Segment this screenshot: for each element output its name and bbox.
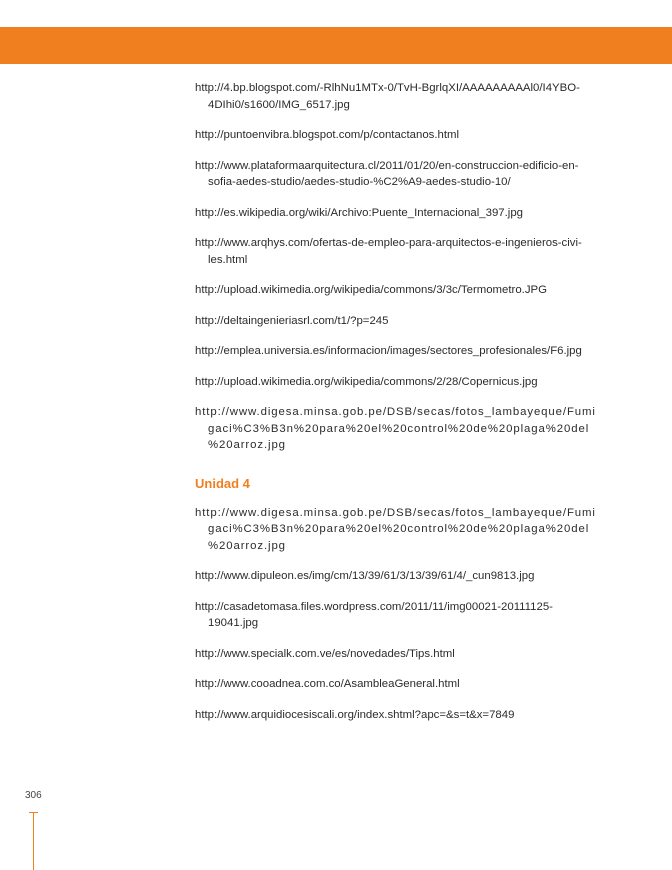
reference-item[interactable]: http://www.arquidiocesiscali.org/index.shtml?apc=&s=t&x=7849 <box>195 708 515 721</box>
reference-item[interactable]: http://www.plataformaarquitectura.cl/2011/01/20/en-construccion-edificio-en-sofia-aedes-studio/aedes-studio-%C2%A9-aedes-studio-10/ <box>195 159 579 188</box>
reference-item[interactable]: http://emplea.universia.es/informacion/images/sectores_profesionales/F6.jpg <box>195 345 582 357</box>
page-marker-line <box>33 812 34 870</box>
reference-item[interactable]: http://www.arqhys.com/ofertas-de-empleo-para-arquitectos-e-ingenieros-civi-les.html <box>195 237 582 266</box>
top-margin <box>0 0 672 26</box>
reference-item[interactable]: http://upload.wikimedia.org/wikipedia/commons/2/28/Copernicus.jpg <box>195 375 538 388</box>
reference-item[interactable]: http://www.cooadnea.com.co/AsambleaGeneral.html <box>195 678 460 690</box>
reference-item[interactable]: http://puntoenvibra.blogspot.com/p/contactanos.html <box>195 129 460 141</box>
reference-item[interactable]: http://deltaingenieriasrl.com/t1/?p=245 <box>195 314 389 327</box>
reference-item[interactable]: http://upload.wikimedia.org/wikipedia/commons/3/3c/Termometro.JPG <box>195 284 547 296</box>
reference-item[interactable]: http://www.digesa.minsa.gob.pe/DSB/secas/fotos_lambayeque/Fumigaci%C3%B3n%20para%20el%20control%20de%20plaga%20del%20arroz.jpg <box>195 406 596 451</box>
reference-item[interactable]: http://es.wikipedia.org/wiki/Archivo:Puente_Internacional_397.jpg <box>195 206 523 219</box>
reference-item[interactable]: http://www.dipuleon.es/img/cm/13/39/61/3/13/39/61/4/_cun9813.jpg <box>195 570 535 582</box>
section-title-unidad-4: Unidad 4 <box>195 475 250 491</box>
reference-item[interactable]: http://www.digesa.minsa.gob.pe/DSB/secas/fotos_lambayeque/Fumigaci%C3%B3n%20para%20el%20control%20de%20plaga%20del%20arroz.jpg <box>195 506 596 552</box>
reference-item[interactable]: http://casadetomasa.files.wordpress.com/2011/11/img00021-20111125-19041.jpg <box>195 600 553 629</box>
reference-item[interactable]: http://www.specialk.com.ve/es/novedades/Tips.html <box>195 647 455 660</box>
references-list <box>195 80 600 737</box>
reference-item[interactable]: http://4.bp.blogspot.com/-RlhNu1MTx-0/TvH-BgrlqXI/AAAAAAAAAl0/I4YBO-4DIhi0/s1600/IMG_6517.jpg <box>195 82 580 111</box>
page-number: 306 <box>25 790 42 801</box>
header-band <box>0 27 672 64</box>
